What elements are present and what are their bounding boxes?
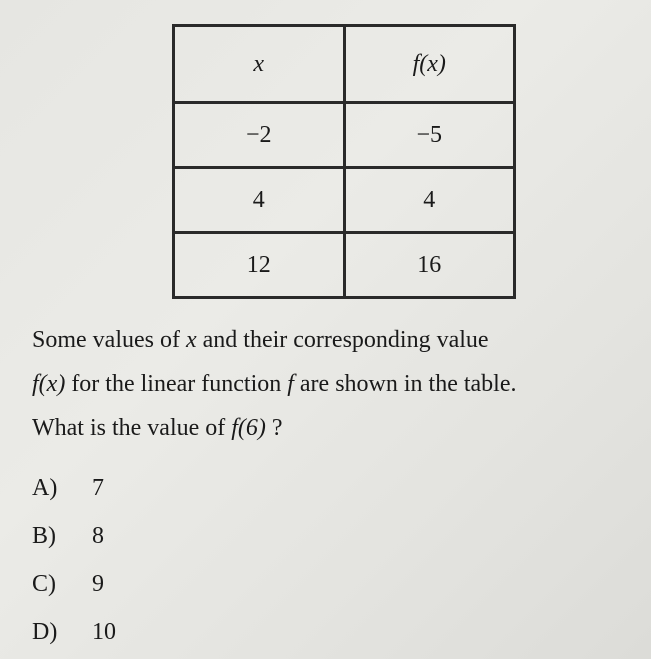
table-cell-x: −2 <box>174 103 345 168</box>
question-text <box>32 318 642 450</box>
table-row <box>174 168 515 233</box>
math-variable-x: x <box>185 327 197 353</box>
question-line-3 <box>32 406 642 450</box>
answer-choices <box>32 464 116 656</box>
table-header-row <box>174 26 515 103</box>
math-variable-f: f <box>287 371 294 397</box>
choice-value: 7 <box>92 475 104 501</box>
choice-letter: A) <box>32 475 58 501</box>
choice-value: 9 <box>92 571 104 597</box>
question-text-segment: for the linear function <box>65 371 288 397</box>
column-header-fx: f(x) <box>344 26 515 103</box>
math-function-fx: f(x) <box>32 371 66 397</box>
choice-value: 8 <box>92 523 104 549</box>
table-cell-fx: 16 <box>344 233 515 298</box>
table-cell-x: 12 <box>174 233 345 298</box>
choice-value: 10 <box>92 619 116 645</box>
math-function-f6: f(6) <box>231 415 266 441</box>
choice-letter: D) <box>32 619 58 645</box>
answer-choice-a[interactable] <box>32 464 116 512</box>
table-row <box>174 103 515 168</box>
choice-letter: C) <box>32 571 56 597</box>
question-text-segment: and their corresponding value <box>196 327 489 353</box>
choice-letter: B) <box>32 523 56 549</box>
question-text-segment: are shown in the table. <box>293 371 517 397</box>
question-text-segment: What is the value of <box>32 415 232 441</box>
table-cell-x: 4 <box>174 168 345 233</box>
column-header-x: x <box>174 26 345 103</box>
answer-choice-b[interactable] <box>32 512 116 560</box>
question-line-1 <box>32 318 642 362</box>
table-row <box>174 233 515 298</box>
question-text-segment: Some values of <box>32 327 186 353</box>
answer-choice-c[interactable] <box>32 560 116 608</box>
table-cell-fx: −5 <box>344 103 515 168</box>
table-cell-fx: 4 <box>344 168 515 233</box>
question-text-segment: ? <box>265 415 283 441</box>
values-table <box>172 24 516 299</box>
question-line-2 <box>32 362 642 406</box>
answer-choice-d[interactable] <box>32 608 116 656</box>
